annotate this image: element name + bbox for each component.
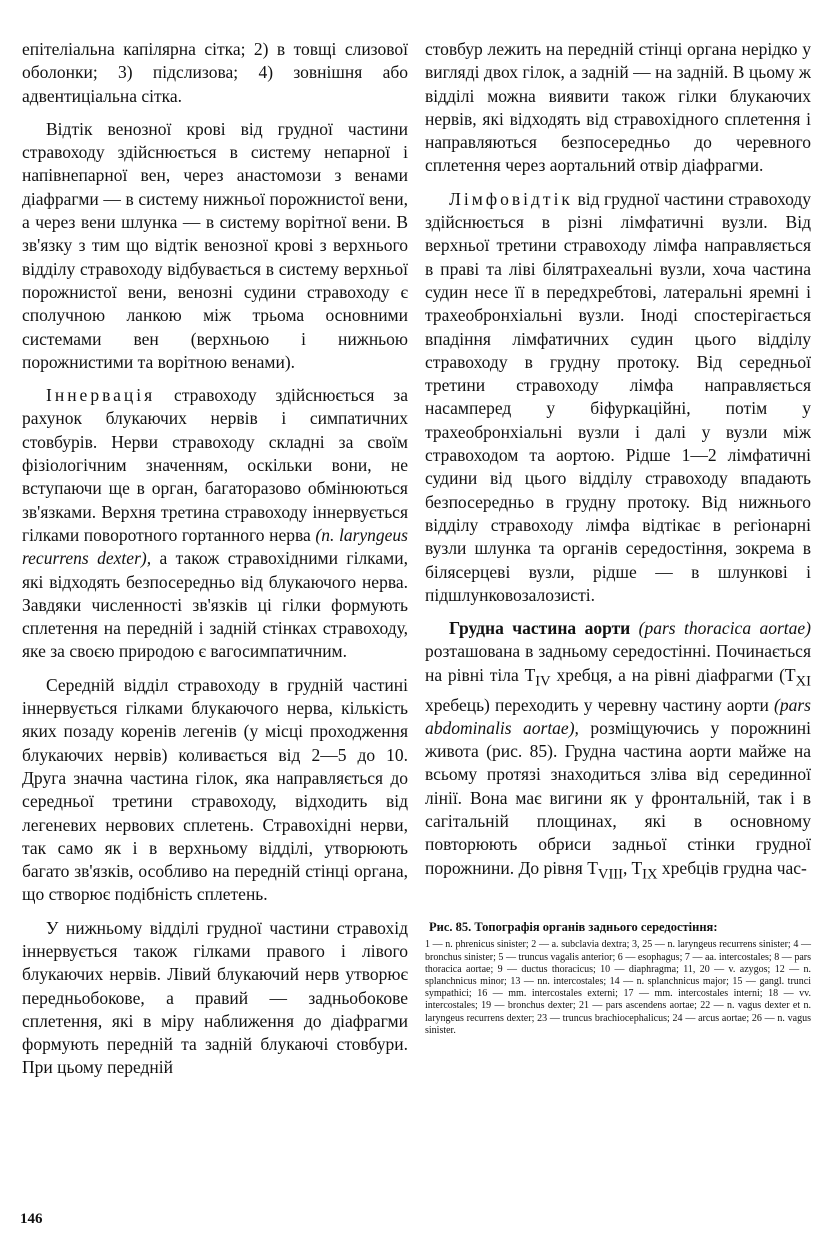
term-thoracic-aorta: Грудна частина аорти	[449, 618, 631, 639]
paragraph-lymph-outflow	[425, 188, 811, 607]
lymph-text: від грудної частини стравоходу здійснюється в різні лімфатичні вузли. Від верхньої третини стравоходу лімфа направляється в праві та ліві білятрахеальні вузли, хоча частина судин несе її в передхребтові, латеральні яремні і трахеобронхіальні вузли. Іноді спостерігається впадіння лімфатичних судин цього відділу стравоходу в грудну протоку. Від середньої третини стравоходу лімфа направляється насамперед у біфуркаційні, потім у трахеобронхіальні вузли і далі у вузли між стравоходом та аортою. Рідше 1—2 лімфатичні судини від цього відділу стравоходу впадають безпосередньо в грудну протоку. Від нижнього відділу стравоходу лімфа відтікає в регіонарні вузли шлунка та органів середостіння, зокрема в білясерцеві вузли, рідше — в шлункові і підшлунковозалозисті.	[425, 188, 811, 605]
aorta-text-b: хребця, а на рівні діафрагми (	[550, 664, 785, 685]
term-lymph-outflow: Лімфовідтік	[449, 188, 573, 209]
left-column	[22, 38, 408, 1080]
term-innervation: Іннервація	[46, 385, 156, 406]
subscript-xi: XI	[795, 673, 811, 690]
separator: ,	[623, 857, 632, 878]
aorta-text-c: хребець) переходить у черевну частину аорти	[425, 694, 775, 715]
innervation-text-a: стравоходу здійснюється за рахунок блукаючих нервів і симпатичних стовбурів. Нерви стравоходу складні за своїм фізіологічним значенням, оскільки вони, не вступаючи ще в орган, багаторазово обмінюються зв'язками. Верхня третина стравоходу іннервується гілками поворотного гортанного нерва	[22, 385, 408, 545]
paragraph-venous-outflow: Відтік венозної крові від грудної частини стравоходу здійснюється в систему непарної і напівнепарної вен, через анастомози з венами діафрагми — в систему нижньої порожнистої вени, а через вени шлунка — в систему ворітної вени. В зв'язку з тим що відтік венозної крові з верхнього відділу стравоходу відбувається в систему верхньої порожнистої вени, венозні судини стравоходу є сполучною ланкою між трьома основними системами вен (верхньою і нижньою порожнистими та ворітною венами).	[22, 118, 408, 372]
latin-term-pars-abdominalis: (pars abdominalis aortae),	[425, 694, 811, 738]
page-number: 146	[20, 1211, 43, 1227]
innervation-text-b: а також стравохідними гілками, які відходять безпосередньо від блукаючого нерва. Завдяки численності зв'язків ці гілки формують сплетення на передній і задній стінках стравоходу, яке за своєю природою є вагосимпатичним.	[22, 548, 408, 662]
vertebra-symbol: T	[784, 664, 796, 685]
paragraph-thoracic-aorta	[425, 617, 811, 886]
right-column	[425, 38, 811, 1037]
subscript-iv: IV	[535, 673, 551, 690]
vertebra-symbol: T	[587, 857, 598, 878]
subscript-viii: VIII	[597, 866, 624, 883]
paragraph-lower-section: У нижньому відділі грудної частини стравохід іннервується також гілками правого і лівого блукаючих нервів. Лівий блукаючий нерв утворює передньобокове, а правий — задньобокове сплетення, які в міру наближення до діафрагми формують передній та задній блукаючі стовбури. При цьому передній	[22, 917, 408, 1078]
aorta-text-a: розташована в задньому середостінні. Починається на рівні тіла	[425, 641, 811, 685]
paragraph-capillary-network: епітеліальна капілярна сітка; 2) в товщі слизової оболонки; 3) підслизова; 4) зовнішня або адвентиціальна сітка.	[22, 39, 408, 106]
latin-term-laryngeus: (n. laryngeus recurrens dexter),	[22, 524, 408, 569]
figure-legend: 1 — n. phrenicus sinister; 2 — a. subclavia dextra; 3, 25 — n. laryngeus recurrens sinister; 4 — bronchus sinister; 5 — truncus vagalis anterior; 6 — esophagus; 7 — aa. intercostales; 8 — pars thoracica aortae; 9 — ductus thoracicus; 10 — diaphragma; 11, 20 — v. azygos; 12 — n. splanchnicus minor; 13 — nn. intercostales; 14 — n. splanchnicus major; 15 — gangl. trunci sympathici; 16 — mm. intercostales externi; 17 — mm. intercostales interni; 18 — vv. intercostales; 19 — bronchus dexter; 21 — pars ascendens aortae; 22 — n. vagus dexter et n. laryngeus recurrens dexter; 23 — truncus brachiocephalicus; 24 — arcus aortae; 26 — n. vagus sinister.	[425, 939, 811, 1036]
figure-caption	[425, 920, 811, 1037]
aorta-text-d: розміщуючись у порожнині живота (рис. 85). Грудна частина аорти майже на всьому протязі знаходиться зліва від серединної лінії. Вона має вигини як у фронтальній, так і в сагітальній площинах, які в основному повторюють обриси задньої стінки грудної порожнини. До рівня	[425, 717, 811, 878]
vertebra-symbol: T	[631, 857, 643, 878]
subscript-ix: IX	[642, 866, 658, 883]
latin-term-pars-thoracica: (pars thoracica aortae)	[638, 618, 811, 639]
paragraph-innervation	[22, 384, 408, 664]
paragraph-middle-section: Середній відділ стравоходу в грудній частині іннервується гілками блукаючого нерва, кількість яких позаду коренів легенів (у місці проходження блукаючих нервів) коливається від 2—5 до 10. Друга значна частина гілок, яка направляється до середньої третини стравоходу, відходить від легеневих нервових сплетень. Стравохідні нерви, так само як і в верхньому відділі, утворюють багато зв'язків, особливо на передній стінці органа, що створює подібність сплетень.	[22, 674, 408, 905]
vertebra-symbol: T	[524, 664, 536, 685]
paragraph-trunk: стовбур лежить на передній стінці органа нерідко у вигляді двох гілок, а задній — на задній. В цьому ж відділі можна виявити також гілки блукаючих нервів, які відходять від стравохідного сплетення і направляються безпосередньо до черевного сплетення через аортальний отвір діафрагми.	[425, 39, 811, 176]
figure-title: Рис. 85. Топографія органів заднього середостіння:	[429, 920, 718, 935]
aorta-text-e: хребців грудна час-	[657, 857, 807, 878]
